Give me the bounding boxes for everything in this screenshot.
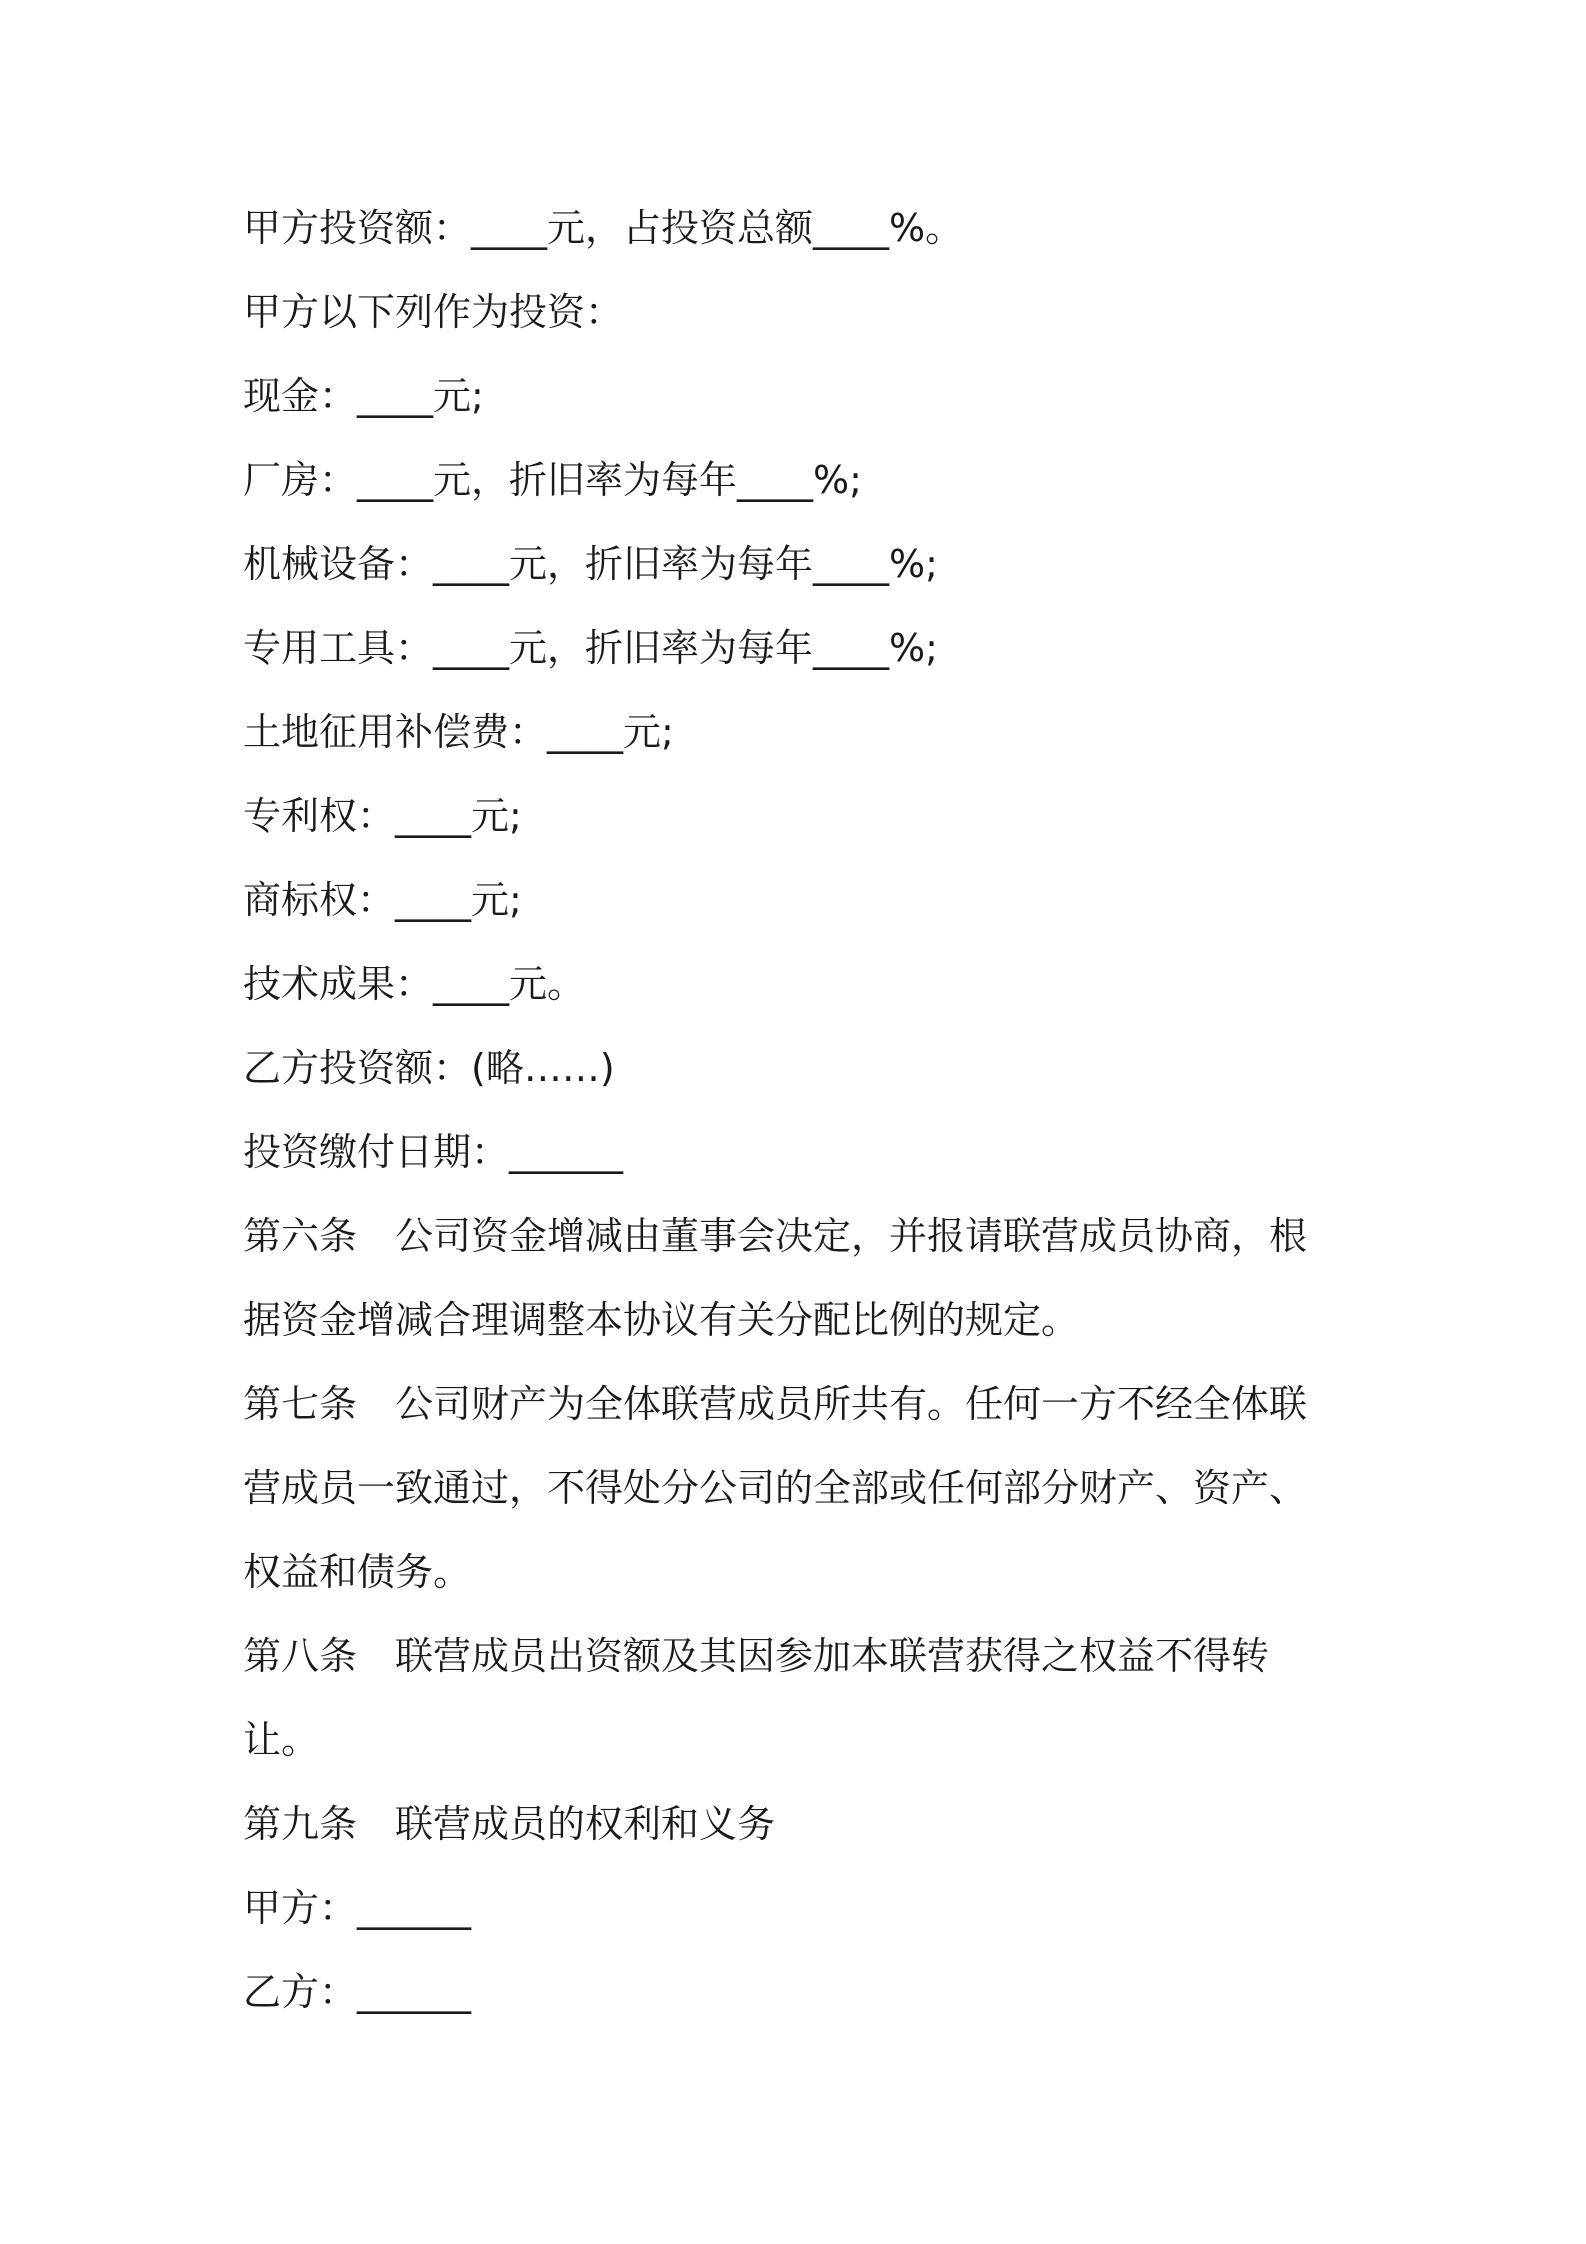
investment-land-compensation: 土地征用补偿费：____元; [243,710,674,754]
article-7-line-1: 第七条 公司财产为全体联营成员所共有。任何一方不经全体联 [243,1382,1308,1426]
party-a-investment-amount: 甲方投资额：____元，占投资总额____%。 [243,206,964,250]
investment-patent: 专利权：____元; [243,794,522,838]
investment-cash: 现金：____元; [243,374,484,418]
investment-machinery: 机械设备：____元，折旧率为每年____%; [243,542,938,586]
investment-payment-date: 投资缴付日期：______ [243,1130,624,1174]
article-9-heading: 第九条 联营成员的权利和义务 [243,1802,776,1846]
party-b-rights: 乙方：______ [243,1970,472,2014]
article-7-line-2: 营成员一致通过，不得处分公司的全部或任何部分财产、资产、 [243,1466,1308,1510]
investment-special-tools: 专用工具：____元，折旧率为每年____%; [243,626,938,670]
document-body [243,196,1353,2044]
article-6-line-2: 据资金增减合理调整本协议有关分配比例的规定。 [243,1298,1080,1342]
article-6-line-1: 第六条 公司资金增减由董事会决定，并报请联营成员协商，根 [243,1214,1308,1258]
party-b-investment-amount: 乙方投资额：(略……) [243,1046,615,1090]
article-8-line-2: 让。 [243,1718,320,1762]
article-8-line-1: 第八条 联营成员出资额及其因参加本联营获得之权益不得转 [243,1634,1270,1678]
investment-trademark: 商标权：____元; [243,878,522,922]
investment-factory: 厂房：____元，折旧率为每年____%; [243,458,862,502]
investment-technology: 技术成果：____元。 [243,962,586,1006]
party-a-investment-items-heading: 甲方以下列作为投资： [243,290,624,334]
party-a-rights: 甲方：______ [243,1886,472,1930]
article-7-line-3: 权益和债务。 [243,1550,472,1594]
